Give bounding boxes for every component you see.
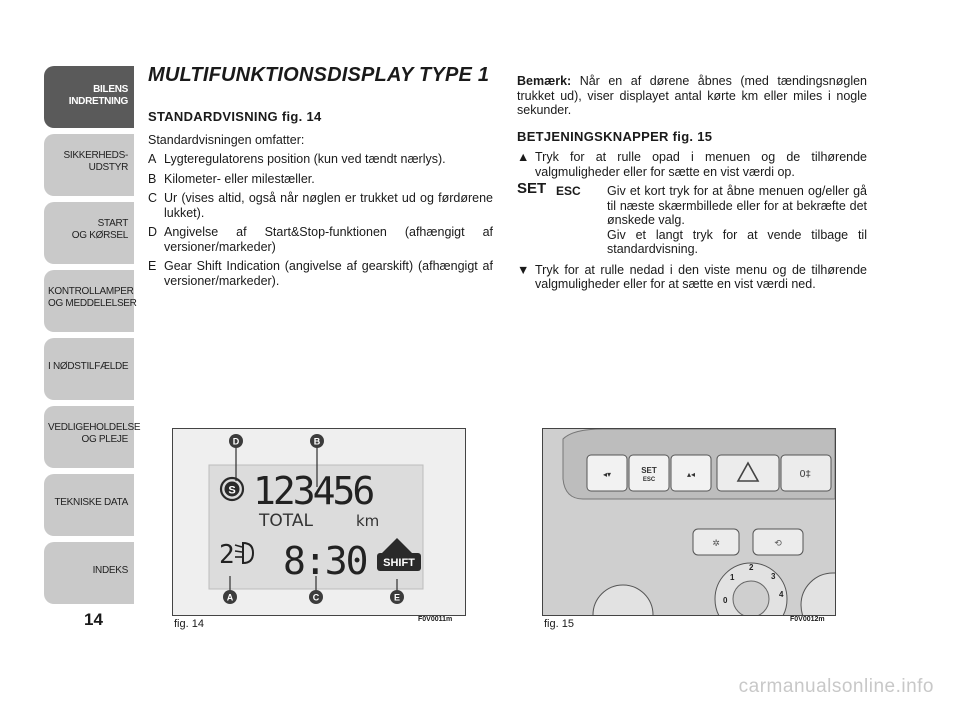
list-item — [148, 152, 493, 167]
fan-dial-knob — [733, 581, 769, 615]
sidebar-tab-line2: OG PLEJE — [81, 434, 128, 445]
sidebar-tab-line1: BILENS — [93, 84, 128, 95]
set-text-long: Giv et langt tryk for at vende tilbage til standardvisning. — [607, 227, 867, 256]
hazard-button — [717, 455, 779, 491]
shift-label: SHIFT — [383, 557, 415, 569]
figure-14-display — [172, 428, 466, 616]
item-list — [148, 152, 493, 288]
beam-line-2 — [235, 551, 242, 552]
down-text: Tryk for at rulle nedad i den viste menu og de tilhørende valgmuligheder eller for at sætte en vist værdi ned. — [535, 262, 867, 291]
sidebar-tab-line2: INDRETNING — [68, 96, 128, 107]
page-number: 14 — [84, 610, 103, 629]
sidebar-tab-line1: KONTROLLAMPER — [48, 286, 134, 297]
dial-number-4: 4 — [779, 590, 784, 599]
sidebar-tab-line1: VEDLIGEHOLDELSE — [48, 422, 141, 433]
sidebar-tab-6[interactable] — [44, 474, 134, 536]
sidebar-tab-3[interactable] — [44, 270, 137, 332]
intro-text: Standardvisningen omfatter: — [148, 132, 305, 147]
sidebar-tab-4[interactable] — [44, 338, 134, 400]
headlamp-level: 2 — [219, 540, 235, 570]
figure-15-code: F0V0012m — [790, 616, 825, 623]
page-title: MULTIFUNKTIONSDISPLAY TYPE 1 — [148, 64, 490, 86]
sidebar-tab-line2: OG KØRSEL — [71, 230, 128, 241]
callout-b-label: B — [313, 436, 321, 447]
dial-number-1: 1 — [730, 573, 735, 582]
figure-15-dashboard — [542, 428, 836, 616]
esc-button-label: ESC — [642, 477, 656, 483]
sidebar-tab-7[interactable] — [44, 542, 134, 604]
sidebar-tab-0[interactable] — [44, 66, 134, 128]
recirculation-icon: ⟲ — [774, 539, 782, 549]
list-item — [148, 259, 493, 288]
sidebar-tab-2[interactable] — [44, 202, 134, 264]
up-button-glyph: ◂▾ — [602, 470, 612, 479]
sidebar-tab-line1: INDEKS — [92, 565, 128, 576]
triangle-up-icon: ▲ — [517, 150, 530, 164]
section-heading-standard: STANDARDVISNING fig. 14 — [148, 109, 322, 124]
sidebar-tab-line1: TEKNISKE DATA — [54, 497, 128, 508]
ac-icon: ✲ — [712, 539, 720, 549]
rear-fog-icon: 0‡ — [799, 469, 811, 480]
right-column — [517, 74, 867, 297]
set-button-label: SET — [641, 466, 657, 475]
dial-number-2: 2 — [749, 563, 754, 572]
list-item-text: Lygteregulatorens position (kun ved tændt nærlys). — [164, 152, 446, 166]
up-text: Tryk for at rulle opad i menuen og de tilhørende valgmuligheder eller for sætte en vist værdi op. — [535, 150, 867, 179]
sidebar-tab-5[interactable] — [44, 406, 141, 468]
sidebar-tab-1[interactable] — [44, 134, 134, 196]
figure-14-code: F0V0011m — [418, 616, 453, 623]
start-stop-letter: S — [228, 484, 236, 497]
up-button-description — [517, 150, 867, 179]
sidebar-tab-line1: SIKKERHEDS- — [63, 150, 128, 161]
list-item — [148, 191, 493, 220]
section-heading-buttons: BETJENINGSKNAPPER fig. 15 — [517, 128, 713, 144]
odometer-value: 123456 — [253, 469, 373, 513]
display-illustration — [173, 429, 465, 615]
set-esc-description — [517, 180, 867, 257]
chapter-sidebar — [44, 66, 141, 610]
dial-number-3: 3 — [771, 572, 776, 581]
clock-value: 8:30 — [283, 539, 367, 583]
figure-15-caption: fig. 15 — [544, 618, 574, 630]
list-item-key: D — [148, 225, 158, 239]
list-item-text: Angivelse af Start&Stop-funktionen (afhængigt af versioner/markeder) — [164, 225, 493, 254]
callout-a-label: A — [226, 592, 234, 603]
total-label: TOTAL — [259, 511, 313, 531]
esc-label: ESC — [556, 184, 581, 198]
list-item-text: Gear Shift Indication (angivelse af gearskift) (afhængigt af versioner/markeder). — [164, 259, 493, 288]
down-button-glyph: ▴◂ — [686, 470, 696, 479]
note-label: Bemærk: — [517, 74, 572, 88]
figure-14-caption: fig. 14 — [174, 618, 204, 630]
list-item-text: Kilometer- eller milestæller. — [164, 171, 315, 186]
set-label: SET — [517, 180, 547, 197]
list-item-text: Ur (vises altid, også når nøglen er trukket ud og førdørene lukket). — [164, 191, 493, 220]
callout-c-label: C — [312, 592, 320, 603]
list-item-key: E — [148, 259, 157, 273]
sidebar-tab-line2: OG MEDDELELSER — [48, 298, 137, 309]
triangle-down-icon: ▼ — [517, 262, 530, 277]
callout-d-label: D — [232, 436, 240, 447]
note-paragraph — [517, 74, 867, 118]
unit-label: km — [356, 512, 380, 530]
callout-e-label: E — [393, 592, 401, 603]
sidebar-tab-line1: I NØDSTILFÆLDE — [48, 361, 129, 372]
list-item-key: A — [148, 152, 157, 166]
list-item — [148, 172, 493, 187]
dial-number-0: 0 — [723, 596, 728, 605]
set-text-short: Giv et kort tryk for at åbne menuen og/eller gå til næste skærmbillede eller for at bekræfte det ønskede valg. — [607, 184, 867, 227]
list-item-key: C — [148, 191, 158, 205]
note-text: Når en af dørene åbnes (med tændingsnøglen trukket ud), viser displayet antal kørte km eller miles i nogle sekunder. — [517, 74, 867, 117]
dashboard-illustration — [543, 429, 835, 615]
sidebar-tab-line2: UDSTYR — [88, 162, 128, 173]
watermark: carmanualsonline.info — [738, 676, 934, 697]
left-column — [148, 110, 493, 293]
list-item-key: B — [148, 171, 157, 186]
down-button-description — [517, 263, 867, 292]
sidebar-tab-line1: START — [97, 218, 128, 229]
list-item — [148, 225, 493, 254]
